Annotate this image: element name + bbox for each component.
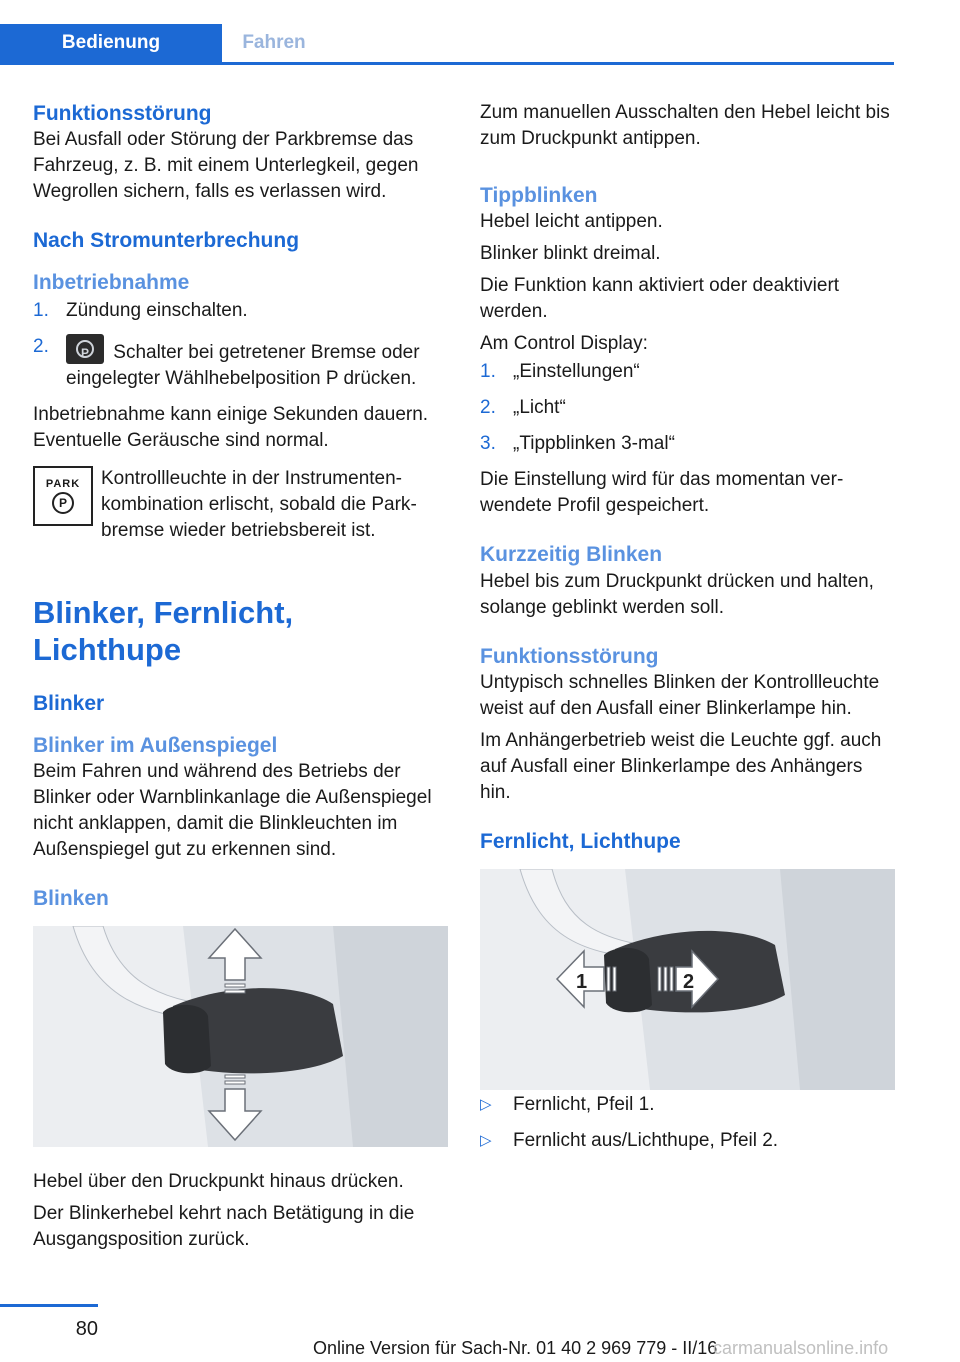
step-number: 2.: [33, 335, 49, 357]
park-indicator-label: PARK: [45, 477, 81, 490]
list-item: [480, 1128, 896, 1154]
heading-blinker: Blinker: [33, 692, 105, 716]
paragraph-kontrollleuchte: Kontrollleuchte in der Instrumentenkombination erlischt, sobald die Parkbremse wieder betriebsbereit ist.: [101, 467, 417, 541]
paragraph-inbetriebnahme-dauer: Inbetriebnahme kann einige Sekunden dauern. Eventuelle Geräusche sind normal.: [33, 403, 429, 451]
heading-kurzzeitig-blinken: Kurzzeitig Blinken: [480, 543, 663, 567]
parking-brake-switch-icon: P: [66, 334, 104, 364]
tab-bedienung[interactable]: Bedienung: [0, 24, 222, 62]
indicator-lamp-note: [33, 466, 449, 544]
figure-fernlicht-lever: [480, 869, 895, 1090]
paragraph-einstellung: Die Einstellung wird für das momentan verwendete Profil gespeichert.: [480, 469, 844, 517]
heading-funktionsstoerung-blinker: Funktionsstörung: [480, 644, 659, 668]
paragraph-tipp-1: Hebel leicht antippen.: [480, 211, 663, 233]
paragraph-manuell-ausschalten: Zum manuellen Ausschalten den Hebel leicht bis zum Druckpunkt antippen.: [480, 102, 890, 149]
heading-blinker-im-aussenspiegel: Blinker im Außenspiegel: [33, 733, 278, 757]
list-item: [480, 359, 896, 385]
arrow-1-label: 1: [576, 971, 588, 994]
heading-inbetriebnahme: Inbetriebnahme: [33, 270, 190, 294]
heading-fernlicht-lichthupe: Fernlicht, Lichthupe: [480, 829, 681, 853]
step-number: 1.: [480, 361, 496, 383]
step-text: Schalter bei getretener Bremse oder eingelegter Wählhebelposition P drücken.: [66, 341, 420, 389]
bullet-text: Fernlicht aus/Lichthupe, Pfeil 2.: [513, 1130, 779, 1152]
figure-blinker-lever: [33, 926, 448, 1147]
arrow-2-label: 2: [683, 971, 695, 994]
footer-accent-line: [0, 1304, 98, 1307]
online-version-note: Online Version für Sach-Nr. 01 40 2 969 779 - II/16: [313, 1338, 718, 1358]
heading-blinken: Blinken: [33, 886, 109, 910]
paragraph-funktionsstoerung: Bei Ausfall oder Störung der Parkbremse das Fahrzeug, z. B. mit einem Unterlegkeil, gegen Wegrollen sichern, falls es verlassen wird.: [33, 129, 419, 203]
paragraph-tipp-2: Blinker blinkt dreimal.: [480, 243, 661, 265]
fernlicht-bullets: [480, 1092, 896, 1154]
paragraph-hebel-zurueck: Der Blinkerhebel kehrt nach Betätigung in die Ausgangsposition zurück.: [33, 1203, 415, 1251]
tab-fahren[interactable]: Fahren: [242, 32, 306, 53]
step-text: Zündung einschalten.: [66, 299, 248, 321]
right-column: [480, 100, 896, 1164]
step-text: „Einstellungen“: [513, 361, 640, 383]
bullet-text: Fernlicht, Pfeil 1.: [513, 1094, 655, 1116]
paragraph-kurzzeitig: Hebel bis zum Druckpunkt drücken und halten, solange geblinkt werden soll.: [480, 570, 874, 618]
step-text: „Tippblinken 3-mal“: [513, 433, 675, 455]
heading-nach-stromunterbrechung: Nach Stromunterbrechung: [33, 229, 300, 253]
step-number: 2.: [480, 397, 496, 419]
heading-tippblinken: Tippblinken: [480, 184, 598, 207]
paragraph-hebel-druecken: Hebel über den Druckpunkt hinaus drücken.: [33, 1171, 404, 1193]
watermark: carmanualsonline.info: [713, 1338, 889, 1358]
chapter-tabbar: [0, 24, 894, 65]
list-item: [480, 395, 896, 421]
park-indicator-symbol: P: [52, 492, 74, 514]
list-item: [33, 334, 449, 392]
step-number: 1.: [33, 299, 49, 321]
heading-funktionsstoerung: Funktionsstörung: [33, 102, 212, 125]
list-item: [480, 1092, 896, 1118]
control-display-steps: [480, 359, 896, 457]
park-indicator-icon: [33, 466, 93, 526]
triangle-bullet-icon: ▷: [480, 1132, 492, 1150]
inbetriebnahme-steps: [33, 298, 449, 392]
paragraph-tipp-4: Am Control Display:: [480, 333, 648, 355]
page-number: 80: [75, 1318, 98, 1340]
triangle-bullet-icon: ▷: [480, 1096, 492, 1114]
paragraph-stoerung-1: Untypisch schnelles Blinken der Kontrollleuchte weist auf den Ausfall einer Blinkerlampe hin.: [480, 671, 880, 719]
step-number: 3.: [480, 433, 496, 455]
paragraph-stoerung-2: Im Anhängerbetrieb weist die Leuchte ggf. auch auf Ausfall einer Blinkerlampe des Anhängers hin.: [480, 729, 882, 803]
paragraph-tipp-3: Die Funktion kann aktiviert oder deaktiviert werden.: [480, 275, 840, 323]
left-column: [33, 100, 449, 1253]
step-text: „Licht“: [513, 397, 566, 419]
heading-blinker-fernlicht-lichthupe: Blinker, Fernlicht, Lichthupe: [33, 594, 294, 668]
paragraph-aussenspiegel: Beim Fahren und während des Betriebs der Blinker oder Warnblinkanlage die Außenspiegel nicht anklappen, damit die Blinkleuchten im Außenspiegel gut zu erkennen sind.: [33, 760, 432, 860]
list-item: [480, 431, 896, 457]
list-item: [33, 298, 449, 324]
